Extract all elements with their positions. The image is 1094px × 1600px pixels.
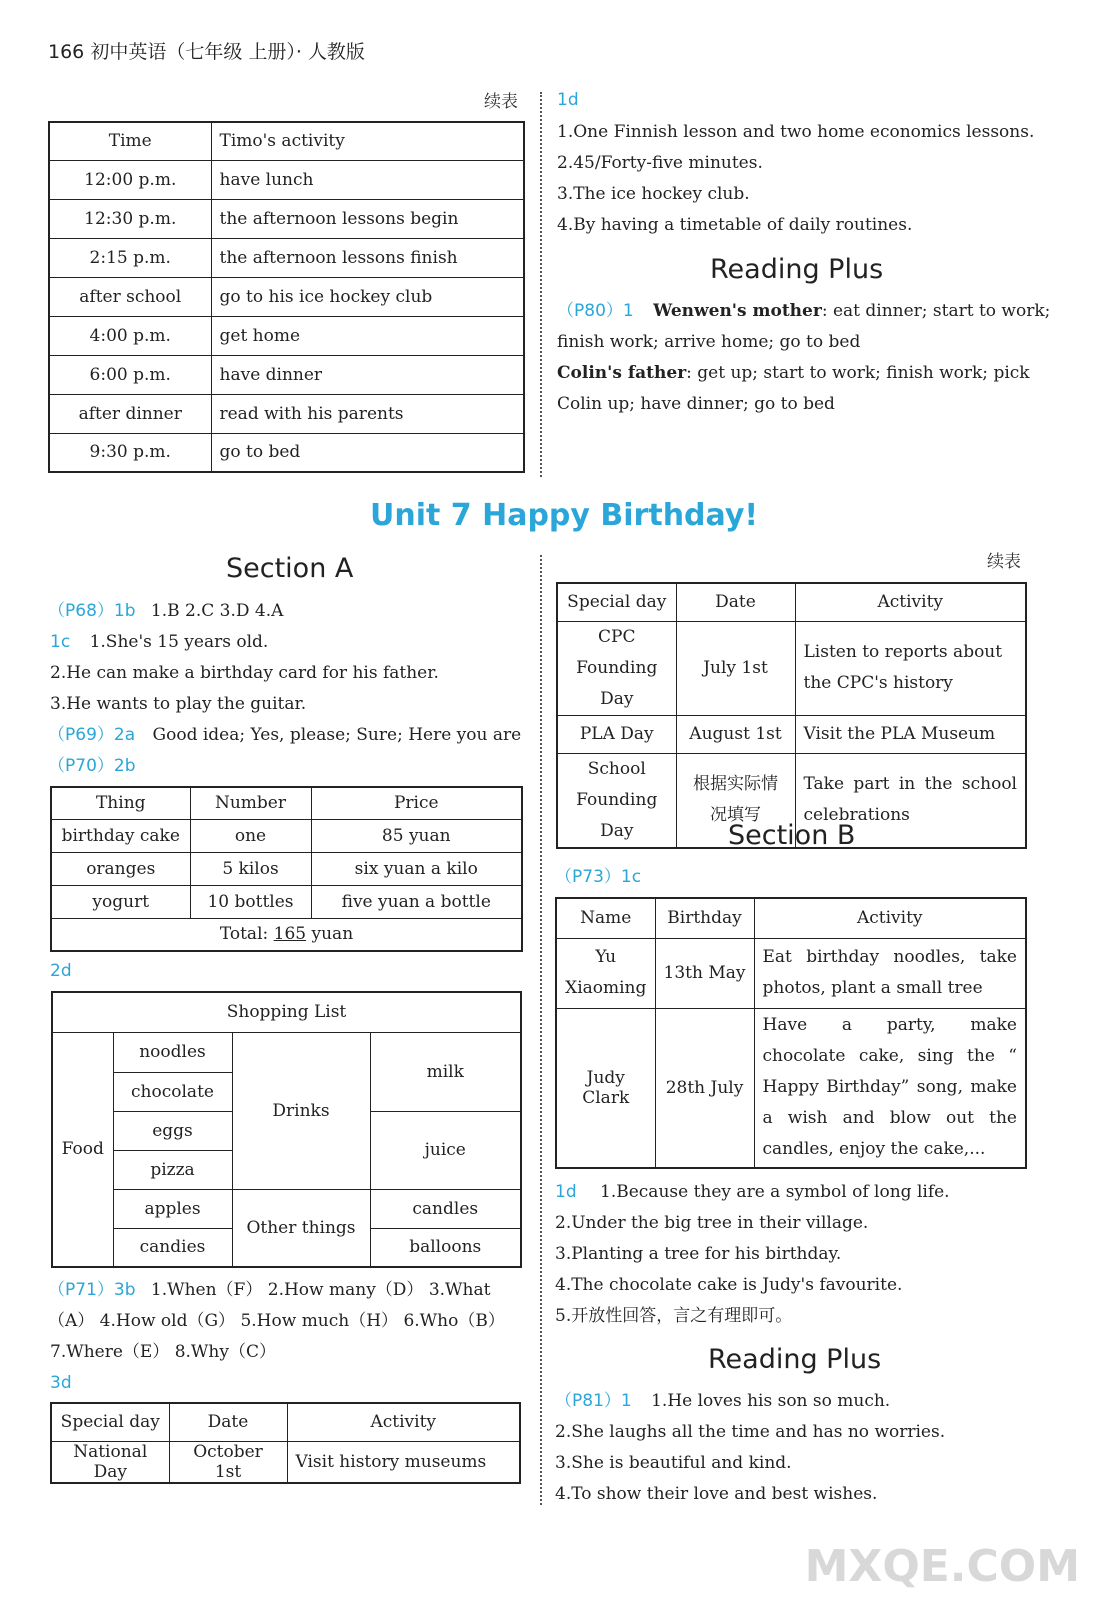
shopping-list-title: Shopping List	[52, 992, 521, 1032]
answer-line: Colin up; have dinner; go to bed	[557, 394, 835, 414]
food-item: candies	[113, 1228, 232, 1267]
drinks-item: milk	[370, 1032, 521, 1111]
total-unit: yuan	[311, 924, 354, 945]
table-cell: the afternoon lessons finish	[211, 238, 524, 277]
table-cell: yogurt	[51, 885, 190, 918]
total-row	[51, 918, 522, 951]
reading-plus-heading: Reading Plus	[710, 254, 884, 285]
answer-line: 2.He can make a birthday card for his father.	[50, 663, 439, 683]
answer-text: 1.When（F） 2.How many（D） 3.What	[150, 1280, 491, 1300]
table-cell: Eat birthday noodles, take photos, plant a small tree	[754, 938, 1026, 1008]
continued-label: 续表	[987, 552, 1021, 572]
shopping-list-table	[51, 991, 522, 1268]
p68-line	[48, 599, 283, 623]
table-header: Time	[49, 122, 211, 160]
exercise-tag-p71: （P71）3b	[48, 1280, 136, 1300]
answer-text: 1.She's 15 years old.	[89, 632, 269, 652]
answer-text: : eat dinner; start to work;	[821, 301, 1051, 321]
special-day-table-continued	[556, 582, 1027, 849]
table-cell: National Day	[51, 1441, 169, 1483]
table-header: Name	[556, 898, 655, 938]
reading-plus-heading-b: Reading Plus	[708, 1344, 882, 1375]
table-cell: five yuan a bottle	[311, 885, 522, 918]
exercise-tag-p81: （P81）1	[555, 1391, 632, 1411]
exercise-tag-p80: （P80）1	[557, 301, 634, 321]
bold-label: Wenwen's mother	[653, 301, 822, 321]
table-cell: 28th July	[655, 1008, 754, 1168]
table-cell: Visit the PLA Museum	[795, 715, 1026, 753]
exercise-tag-1d-b: 1d	[555, 1182, 577, 1202]
food-label: Food	[52, 1032, 113, 1267]
column-divider-top	[540, 92, 542, 477]
table-cell: after dinner	[49, 394, 211, 433]
special-day-table-3d	[50, 1402, 521, 1484]
line-1c	[50, 630, 268, 654]
table-cell: get home	[211, 316, 524, 355]
table-header: Activity	[754, 898, 1026, 938]
table-header: Activity	[795, 583, 1026, 621]
answer-line: finish work; arrive home; go to bed	[557, 332, 861, 352]
other-things-label: Other things	[232, 1189, 370, 1267]
table-cell: have lunch	[211, 160, 524, 199]
food-item: pizza	[113, 1150, 232, 1189]
answer-line: 3.The ice hockey club.	[557, 184, 750, 204]
table-cell: October 1st	[169, 1441, 287, 1483]
answer-line: 4.The chocolate cake is Judy's favourite.	[555, 1275, 903, 1295]
other-item: candles	[370, 1189, 521, 1228]
exercise-tag-1c: 1c	[50, 632, 71, 652]
table-header: Timo's activity	[211, 122, 524, 160]
line-1d-b	[555, 1180, 950, 1204]
table-cell: CPC Founding Day	[557, 621, 676, 715]
shopping-price-table	[50, 786, 523, 952]
exercise-tag-2d: 2d	[50, 961, 72, 981]
drinks-item: juice	[370, 1111, 521, 1189]
table-cell: August 1st	[676, 715, 795, 753]
timo-activity-table	[48, 121, 525, 473]
answer-text: 1.He loves his son so much.	[651, 1391, 891, 1411]
p80-line-3	[557, 361, 1030, 385]
answer-line: 4.To show their love and best wishes.	[555, 1484, 878, 1504]
table-cell: birthday cake	[51, 819, 190, 852]
answer-text: 1.B 2.C 3.D 4.A	[150, 601, 284, 621]
p71-line-1	[48, 1278, 490, 1302]
total-value: 165	[273, 924, 307, 945]
p69-line	[48, 723, 521, 747]
table-cell: Visit history museums	[287, 1441, 520, 1483]
table-header: Date	[676, 583, 795, 621]
table-cell: 85 yuan	[311, 819, 522, 852]
continued-label: 续表	[484, 92, 518, 112]
page-header	[48, 40, 365, 64]
section-b-heading: Section B	[728, 820, 856, 851]
table-cell: go to bed	[211, 433, 524, 472]
exercise-tag-p68: （P68）1b	[48, 601, 136, 621]
exercise-tag-p70: （P70）2b	[48, 756, 136, 776]
table-cell: Listen to reports about the CPC's history	[795, 621, 1026, 715]
answer-line: 4.By having a timetable of daily routines.	[557, 215, 913, 235]
section-a-heading: Section A	[226, 553, 354, 584]
food-item: apples	[113, 1189, 232, 1228]
exercise-tag-p69: （P69）2a	[48, 725, 136, 745]
bold-label: Colin's father	[557, 363, 687, 383]
table-header: Special day	[51, 1403, 169, 1441]
drinks-label: Drinks	[232, 1032, 370, 1189]
table-cell: 10 bottles	[190, 885, 311, 918]
table-cell: 9:30 p.m.	[49, 433, 211, 472]
table-cell: oranges	[51, 852, 190, 885]
answer-line: 3.She is beautiful and kind.	[555, 1453, 792, 1473]
answer-text: : get up; start to work; finish work; pick	[686, 363, 1030, 383]
answer-line: 7.Where（E） 8.Why（C）	[50, 1342, 276, 1362]
table-cell: the afternoon lessons begin	[211, 199, 524, 238]
table-cell: 5 kilos	[190, 852, 311, 885]
answer-line: 3.Planting a tree for his birthday.	[555, 1244, 842, 1264]
page-number: 166	[48, 41, 85, 63]
exercise-tag-p73: （P73）1c	[555, 867, 642, 887]
answer-line: 3.He wants to play the guitar.	[50, 694, 307, 714]
p80-line-1	[557, 299, 1050, 323]
answer-line: 1.One Finnish lesson and two home economics lessons.	[557, 122, 1035, 142]
table-cell: July 1st	[676, 621, 795, 715]
table-cell: after school	[49, 277, 211, 316]
table-header: Activity	[287, 1403, 520, 1441]
food-item: chocolate	[113, 1072, 232, 1111]
table-cell: Have a party, make chocolate cake, sing the “ Happy Birthday” song, make a wish and blow out the candles, enjoy the cake,...	[754, 1008, 1026, 1168]
table-header: Price	[311, 787, 522, 819]
table-cell: six yuan a kilo	[311, 852, 522, 885]
answer-line: 2.She laughs all the time and has no worries.	[555, 1422, 946, 1442]
birthday-activity-table	[555, 897, 1027, 1169]
column-divider-bottom	[540, 555, 542, 1505]
table-cell: Yu Xiaoming	[556, 938, 655, 1008]
book-title: 初中英语（七年级 上册）· 人教版	[90, 41, 365, 63]
table-cell: 2:15 p.m.	[49, 238, 211, 277]
other-item: balloons	[370, 1228, 521, 1267]
table-cell: go to his ice hockey club	[211, 277, 524, 316]
table-cell: School Founding Day	[557, 753, 676, 848]
table-cell: 13th May	[655, 938, 754, 1008]
table-cell: PLA Day	[557, 715, 676, 753]
table-header: Special day	[557, 583, 676, 621]
answer-line: 2.45/Forty-five minutes.	[557, 153, 763, 173]
exercise-tag-1d: 1d	[557, 90, 579, 110]
exercise-tag-3d: 3d	[50, 1373, 72, 1393]
answer-line: （A） 4.How old（G） 5.How much（H） 6.Who（B）	[48, 1311, 505, 1331]
table-cell: Judy Clark	[556, 1008, 655, 1168]
table-header: Thing	[51, 787, 190, 819]
table-cell: Take part in the school celebrations	[795, 753, 1026, 848]
p81-line-1	[555, 1389, 890, 1413]
food-item: noodles	[113, 1032, 232, 1072]
answer-text: Good idea; Yes, please; Sure; Here you are	[152, 725, 522, 745]
table-header: Birthday	[655, 898, 754, 938]
watermark-logo: MXQE.COM	[804, 1541, 1080, 1592]
answer-text: 1.Because they are a symbol of long life.	[600, 1182, 950, 1202]
food-item: eggs	[113, 1111, 232, 1150]
table-header: Number	[190, 787, 311, 819]
table-cell: 4:00 p.m.	[49, 316, 211, 355]
table-cell: read with his parents	[211, 394, 524, 433]
answer-line: 5.开放性回答，言之有理即可。	[555, 1306, 793, 1326]
total-label: Total:	[219, 924, 269, 945]
table-cell: 12:00 p.m.	[49, 160, 211, 199]
table-cell: have dinner	[211, 355, 524, 394]
table-cell: 6:00 p.m.	[49, 355, 211, 394]
table-header: Date	[169, 1403, 287, 1441]
table-cell: 12:30 p.m.	[49, 199, 211, 238]
table-cell: one	[190, 819, 311, 852]
answer-line: 2.Under the big tree in their village.	[555, 1213, 869, 1233]
table-cell: 根据实际情况填写	[676, 753, 795, 848]
unit-title: Unit 7 Happy Birthday!	[370, 498, 759, 533]
